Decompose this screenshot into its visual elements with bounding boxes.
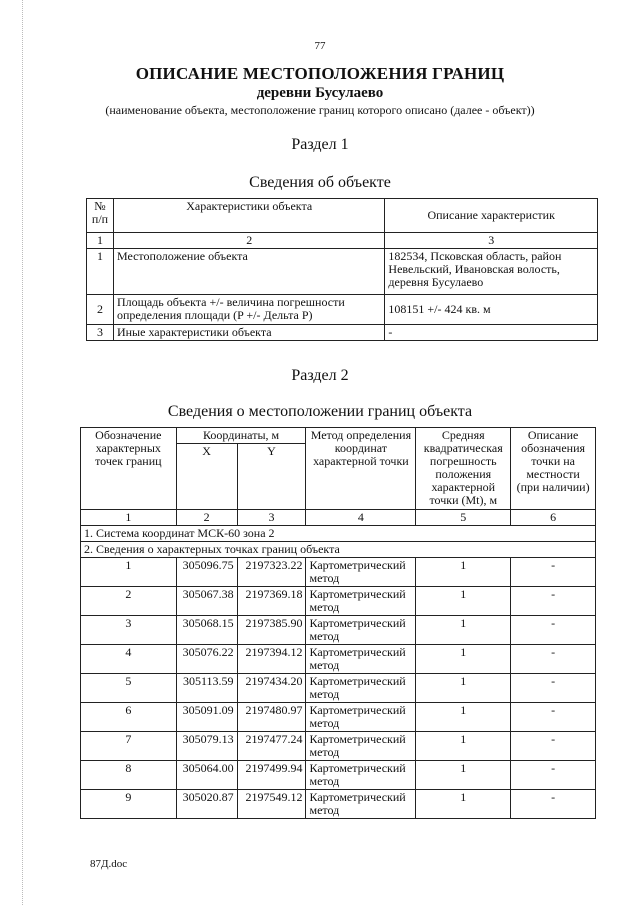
column-number: 1 <box>81 510 177 526</box>
point-method: Картометрический метод <box>306 732 416 761</box>
point-method: Картометрический метод <box>306 790 416 819</box>
point-description: - <box>511 703 596 732</box>
point-y: 2197323.22 <box>237 558 306 587</box>
point-description: - <box>511 790 596 819</box>
table-row <box>81 732 596 761</box>
row-value: 108151 +/- 424 кв. м <box>385 295 598 325</box>
section1-heading: Раздел 1 <box>291 136 349 153</box>
point-number: 2 <box>81 587 177 616</box>
table-row <box>81 703 596 732</box>
point-number: 4 <box>81 645 177 674</box>
point-y: 2197434.20 <box>237 674 306 703</box>
table-header: № п/п <box>87 199 114 233</box>
table-row <box>81 674 596 703</box>
point-x: 305076.22 <box>176 645 237 674</box>
point-y: 2197369.18 <box>237 587 306 616</box>
point-error: 1 <box>416 587 511 616</box>
point-y: 2197394.12 <box>237 645 306 674</box>
point-x: 305091.09 <box>176 703 237 732</box>
points-section-title: 2. Сведения о характерных точках границ объекта <box>81 542 596 558</box>
point-number: 1 <box>81 558 177 587</box>
point-method: Картометрический метод <box>306 558 416 587</box>
point-y: 2197385.90 <box>237 616 306 645</box>
point-number: 6 <box>81 703 177 732</box>
point-number: 8 <box>81 761 177 790</box>
point-method: Картометрический метод <box>306 616 416 645</box>
point-description: - <box>511 587 596 616</box>
column-number: 6 <box>511 510 596 526</box>
point-error: 1 <box>416 558 511 587</box>
file-name: 87Д.doc <box>90 858 128 870</box>
point-error: 1 <box>416 616 511 645</box>
point-x: 305067.38 <box>176 587 237 616</box>
boundary-points-table <box>80 427 596 819</box>
row-characteristic: Иные характеристики объекта <box>113 325 384 341</box>
section2-heading: Раздел 2 <box>291 367 349 384</box>
point-description: - <box>511 761 596 790</box>
point-method: Картометрический метод <box>306 703 416 732</box>
header-error: Средняя квадратическая погрешность положения характерной точки (Mt), м <box>416 428 511 510</box>
column-number: 5 <box>416 510 511 526</box>
point-error: 1 <box>416 645 511 674</box>
point-method: Картометрический метод <box>306 761 416 790</box>
point-description: - <box>511 645 596 674</box>
point-x: 305020.87 <box>176 790 237 819</box>
column-number: 3 <box>385 233 598 249</box>
point-method: Картометрический метод <box>306 645 416 674</box>
point-error: 1 <box>416 761 511 790</box>
table-row <box>87 295 598 325</box>
row-characteristic: Местоположение объекта <box>113 249 384 295</box>
section2-subheading: Сведения о местоположении границ объекта <box>167 403 473 420</box>
table-row <box>81 587 596 616</box>
table-header: Описание характеристик <box>385 199 598 233</box>
header-y: Y <box>237 444 306 510</box>
point-y: 2197477.24 <box>237 732 306 761</box>
column-number: 3 <box>237 510 306 526</box>
table-row <box>81 558 596 587</box>
section1-subheading: Сведения об объекте <box>249 174 391 191</box>
point-error: 1 <box>416 703 511 732</box>
point-description: - <box>511 674 596 703</box>
table-header: Характеристики объекта <box>113 199 384 233</box>
point-number: 9 <box>81 790 177 819</box>
point-description: - <box>511 732 596 761</box>
table-row <box>87 249 598 295</box>
row-number: 2 <box>87 295 114 325</box>
row-value: - <box>385 325 598 341</box>
row-value: 182534, Псковская область, район Невельский, Ивановская волость, деревня Бусулаево <box>385 249 598 295</box>
point-y: 2197480.97 <box>237 703 306 732</box>
point-y: 2197499.94 <box>237 761 306 790</box>
column-number: 2 <box>176 510 237 526</box>
row-number: 3 <box>87 325 114 341</box>
column-number: 2 <box>113 233 384 249</box>
point-number: 7 <box>81 732 177 761</box>
point-x: 305068.15 <box>176 616 237 645</box>
point-error: 1 <box>416 674 511 703</box>
point-x: 305096.75 <box>176 558 237 587</box>
column-number: 1 <box>87 233 114 249</box>
points-body <box>81 558 596 819</box>
point-method: Картометрический метод <box>306 674 416 703</box>
coordinate-system: 1. Система координат МСК-60 зона 2 <box>81 526 596 542</box>
point-error: 1 <box>416 732 511 761</box>
row-number: 1 <box>87 249 114 295</box>
table-row <box>87 325 598 341</box>
point-x: 305064.00 <box>176 761 237 790</box>
point-y: 2197549.12 <box>237 790 306 819</box>
object-info-table <box>86 198 598 341</box>
point-description: - <box>511 616 596 645</box>
point-error: 1 <box>416 790 511 819</box>
table-row <box>81 790 596 819</box>
header-description: Описание обозначения точки на местности (при наличии) <box>511 428 596 510</box>
row-characteristic: Площадь объекта +/- величина погрешности определения площади (P +/- Дельта P) <box>113 295 384 325</box>
document-caption: (наименование объекта, местоположение границ которого описано (далее - объект)) <box>105 103 535 117</box>
table-row <box>81 645 596 674</box>
column-number: 4 <box>306 510 416 526</box>
point-method: Картометрический метод <box>306 587 416 616</box>
point-description: - <box>511 558 596 587</box>
header-coordinates: Координаты, м <box>176 428 306 444</box>
point-number: 5 <box>81 674 177 703</box>
header-x: X <box>176 444 237 510</box>
point-number: 3 <box>81 616 177 645</box>
header-method: Метод определения координат характерной точки <box>306 428 416 510</box>
document-title: ОПИСАНИЕ МЕСТОПОЛОЖЕНИЯ ГРАНИЦ <box>135 64 505 83</box>
document-subtitle: деревни Бусулаево <box>256 85 384 101</box>
point-x: 305113.59 <box>176 674 237 703</box>
point-x: 305079.13 <box>176 732 237 761</box>
table-row <box>81 761 596 790</box>
table-row <box>81 616 596 645</box>
page-number: 77 <box>314 40 326 52</box>
header-point: Обозначение характерных точек границ <box>81 428 177 510</box>
